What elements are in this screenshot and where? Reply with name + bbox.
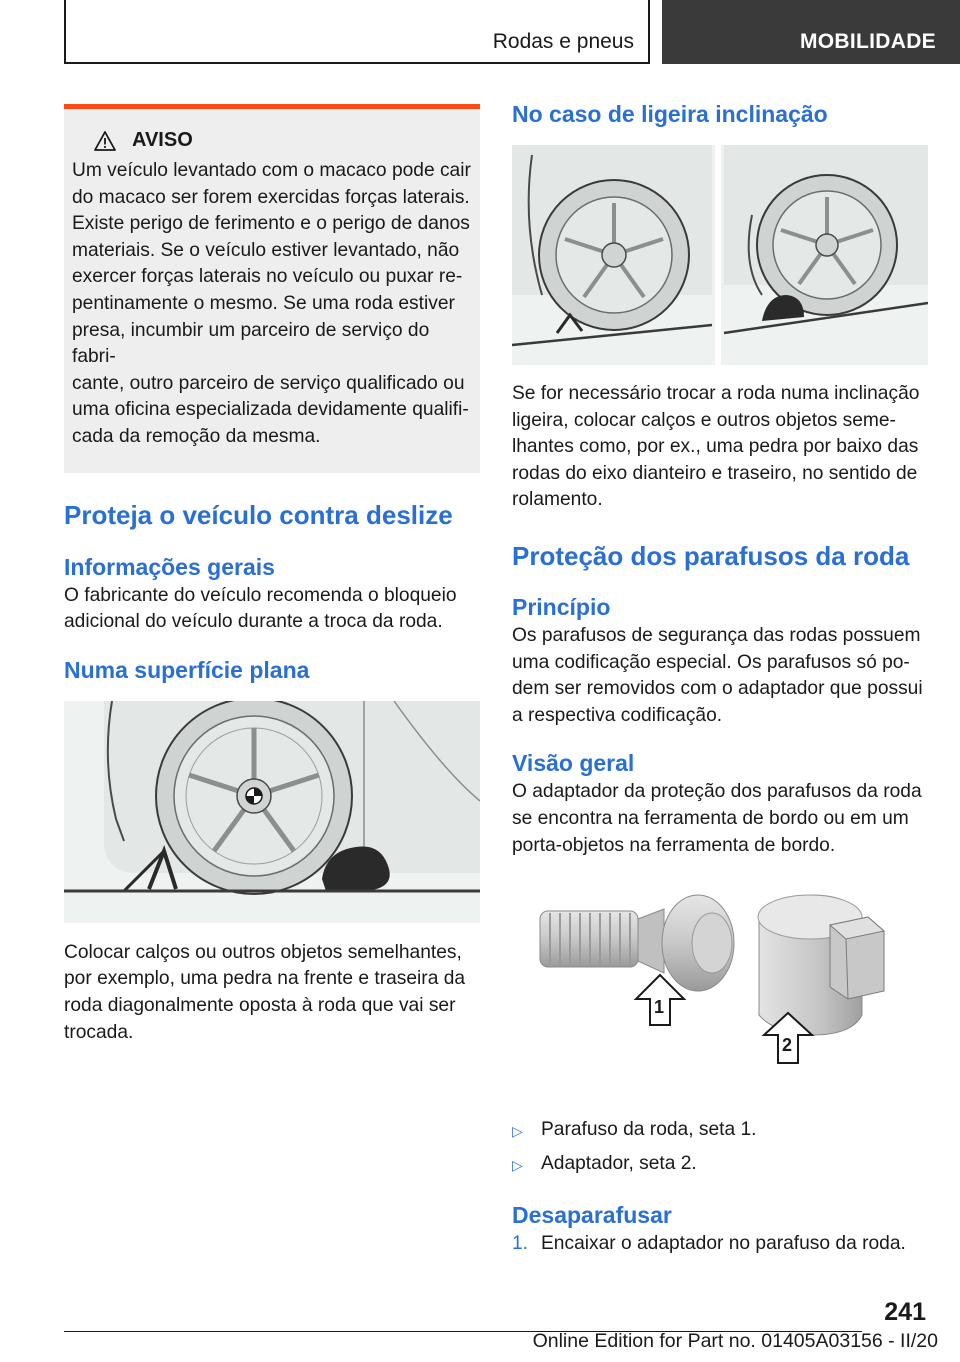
bullet-triangle-icon: ▷ [512, 1123, 523, 1140]
subheading-flat-surface: Numa superfície plana [64, 656, 310, 683]
figure-label-2: 2 [782, 1035, 793, 1056]
text-line: roda diagonalmente oposta à roda que vai ser [64, 994, 456, 1016]
general-info-text [64, 583, 480, 636]
warning-text [72, 158, 472, 451]
text-line: cada da remoção da mesma. [72, 425, 321, 447]
list-item-text: Encaixar o adaptador no parafuso da roda. [541, 1233, 906, 1255]
text-line: cante, outro parceiro de serviço qualificado ou [72, 372, 465, 394]
bolt-adapter-illustration [512, 883, 928, 1103]
section-heading-slip-protection: Proteja o veículo contra deslize [64, 499, 453, 530]
text-line: Se for necessário trocar a roda numa inclinação [512, 383, 920, 404]
text-line: dem ser removidos com o adaptador que possui [512, 678, 923, 700]
footer-edition: Online Edition for Part no. 01405A03156 - II/20 [532, 1330, 938, 1352]
warning-title: AVISO [132, 129, 193, 151]
bullet-triangle-icon: ▷ [512, 1157, 523, 1174]
subheading-slight-incline: No caso de ligeira inclinação [512, 101, 828, 127]
steps-list [512, 1231, 928, 1257]
list-item [512, 1231, 928, 1257]
section-heading-wheel-bolt-protection: Proteção dos parafusos da roda [512, 540, 910, 571]
flat-surface-illustration [64, 701, 480, 923]
warning-heading [72, 129, 472, 152]
subheading-general-info: Informações gerais [64, 553, 275, 580]
flat-surface-text [64, 940, 480, 1046]
subheading-unscrew: Desaparafusar [512, 1202, 672, 1229]
text-line: rodas do eixo dianteiro e traseiro, no sentido de [512, 462, 918, 484]
figure-legend-list [512, 1117, 928, 1177]
text-line: adicional do veículo durante a troca da roda. [64, 611, 443, 633]
warning-box [64, 104, 480, 473]
right-column [512, 100, 928, 1265]
text-line: a respectiva codificação. [512, 704, 723, 726]
warning-triangle-icon [94, 131, 116, 151]
text-line: por exemplo, uma pedra na frente e traseira da [64, 968, 466, 990]
text-line: Existe perigo de ferimento e o perigo de danos [72, 213, 470, 235]
text-line: se encontra na ferramenta de bordo ou em um [512, 807, 909, 829]
text-line: uma codificação especial. Os parafusos só po- [512, 651, 910, 673]
text-line: lhantes como, por ex., uma pedra por baixo das [512, 436, 919, 458]
text-line: Colocar calços ou outros objetos semelhantes, [64, 941, 462, 963]
header-chapter-tab [662, 0, 960, 64]
step-number: 1. [512, 1233, 529, 1255]
list-item-text: Parafuso da roda, seta 1. [541, 1119, 757, 1141]
overview-text [512, 779, 928, 859]
list-item [512, 1117, 928, 1143]
subheading-overview: Visão geral [512, 750, 635, 777]
header-section-box [64, 0, 650, 64]
header-chapter-title: MOBILIDADE [800, 30, 936, 53]
principle-text [512, 623, 928, 729]
list-item [512, 1151, 928, 1177]
text-line: O fabricante do veículo recomenda o bloqueio [64, 584, 457, 606]
text-line: pentinamente o mesmo. Se uma roda estiver [72, 292, 455, 314]
text-line: rolamento. [512, 489, 603, 511]
header-section-title: Rodas e pneus [492, 30, 634, 53]
subheading-principle: Princípio [512, 593, 611, 620]
text-line: uma oficina especializada devidamente qualifi- [72, 399, 469, 421]
text-line: trocada. [64, 1021, 134, 1043]
incline-text [512, 381, 928, 514]
text-line: porta-objetos na ferramenta de bordo. [512, 834, 836, 856]
incline-illustration [512, 145, 928, 365]
text-line: materiais. Se o veículo estiver levantado, não [72, 239, 460, 261]
left-column [64, 104, 480, 1046]
text-line: Um veículo levantado com o macaco pode cair [72, 160, 471, 181]
text-line: presa, incumbir um parceiro de serviço do fabri- [72, 319, 430, 368]
figure-label-1: 1 [654, 997, 665, 1018]
text-line: O adaptador da proteção dos parafusos da roda [512, 781, 922, 803]
text-line: Os parafusos de segurança das rodas possuem [512, 624, 921, 646]
page-number: 241 [884, 1298, 926, 1326]
list-item-text: Adaptador, seta 2. [541, 1153, 697, 1175]
text-line: do macaco ser forem exercidas forças laterais. [72, 186, 470, 208]
text-line: exercer forças laterais no veículo ou puxar re- [72, 266, 463, 288]
text-line: ligeira, colocar calços e outros objetos seme- [512, 409, 896, 431]
